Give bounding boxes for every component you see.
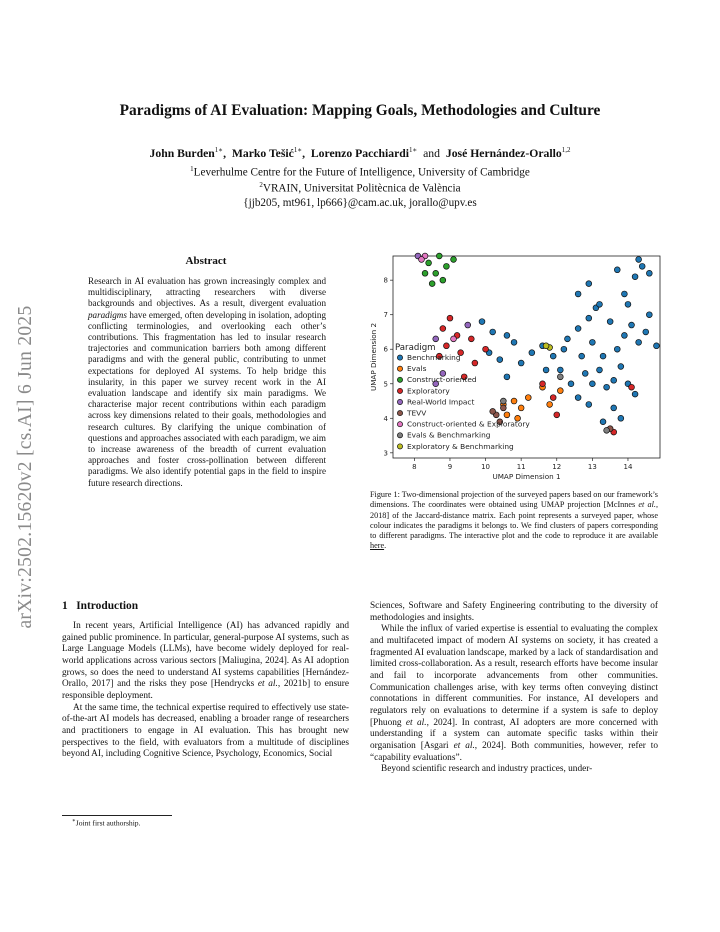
x-tick-label: 14 (623, 463, 633, 471)
data-point (614, 346, 620, 352)
legend-label: TEVV (407, 408, 427, 418)
data-point (518, 405, 524, 411)
data-point (540, 381, 546, 387)
data-point (440, 277, 446, 283)
data-point (518, 360, 524, 366)
data-point (483, 346, 489, 352)
legend-label: Evals & Benchmarking (407, 430, 491, 440)
y-tick-label: 4 (383, 414, 388, 423)
legend-title: Paradigm (395, 343, 436, 353)
legend-swatch (397, 355, 402, 360)
author-name: José Hernández-Orallo (445, 146, 562, 160)
data-point (589, 381, 595, 387)
legend-swatch (397, 388, 402, 393)
footnote-rule (62, 815, 172, 816)
data-point (447, 315, 453, 321)
legend-label: Evals (407, 364, 427, 374)
affiliation-2: $^2$VRAIN, Universitat Politècnica de València (259, 181, 461, 195)
data-point (436, 253, 442, 259)
x-axis-label: UMAP Dimension 1 (492, 472, 561, 481)
umap-scatter-figure (367, 252, 662, 484)
legend-swatch (397, 422, 402, 427)
paragraph: At the same time, the technical expertise required to effectively use state-of-the-art AI models has decreased, enabling a broader range of researchers and practitioners to engage in AI evaluation. This has brought new perspectives to the field, with evaluators from a multitude of disciplines beyond AI, including Cognitive Science, Psychology, Economics, Social (62, 702, 349, 760)
legend-swatch (397, 366, 402, 371)
data-point (561, 346, 567, 352)
paragraph: While the influx of varied expertise is essential to evaluating the complex and multifaceted impact of modern AI systems on society, it has created a fragmented AI evaluation landscape, marked by a lack of standardisation and limited cross-collaboration. As a result, research efforts have become insular and fail to incorporate advancements from other communities. Communication challenges arise, with key terms often conveying distinct connotations in different communities. For instance, AI developers and regulators rely on evaluations to determine if a system is safe to deploy [Phuong et al., 2024]. In contrast, AI adopters are more concerned with understanding if a system can automate specific tasks within their organisation [Asgari et al., 2024]. Both communities, however, refer to “capability evaluations”. (370, 624, 658, 763)
data-point (550, 395, 556, 401)
data-point (632, 391, 638, 397)
data-point (451, 257, 457, 263)
legend-label: Construct-oriented & Exploratory (407, 419, 530, 429)
data-point (618, 415, 624, 421)
data-point (575, 326, 581, 332)
data-point (582, 371, 588, 377)
paragraph: Sciences, Software and Safety Engineering contributing to the diversity of methodologies and insights. (370, 601, 658, 623)
y-tick-label: 7 (383, 311, 388, 320)
data-point (646, 312, 652, 318)
data-point (575, 291, 581, 297)
data-point (468, 336, 474, 342)
data-point (600, 353, 606, 359)
data-point (622, 291, 628, 297)
section-heading-introduction: 1 Introduction (62, 600, 139, 612)
author-emails[interactable]: {jjb205, mt961, lp666}@cam.ac.uk, jorallo@upv.es (243, 197, 477, 209)
paragraph: In recent years, Artificial Intelligence (AI) has advanced rapidly and gained public prominence. In particular, general-purpose AI systems, such as Large Language Models (LLMs), have become widely deployed for real-world applications across various sectors [Maliugina, 2024]. As AI adoption grows, so does the need to understand AI systems capabilities [Hernández-Orallo, 2017] and the risks they pose [Hendrycks et al., 2021b] to ensure responsible deployment. (62, 621, 349, 701)
data-point (636, 339, 642, 345)
data-point (504, 374, 510, 380)
data-point (557, 388, 563, 394)
figure-caption: Figure 1: Two-dimensional projection of the surveyed papers based on our framework’s dimensions. The coordinates were obtained using UMAP projection [McInnes et al., 2018] of the Jaccard-distance matrix. Each point represents a surveyed paper, whose colour indicates the paradigms it belongs to. We find clusters of papers corresponding to different paradigms. The interactive plot and the code to reproduce it are available here. (370, 490, 658, 551)
code-link[interactable]: here (370, 541, 385, 551)
paper-title: Paradigms of AI Evaluation: Mapping Goals, Methodologies and Culture (119, 102, 601, 119)
x-tick-label: 10 (481, 463, 491, 471)
y-tick-label: 6 (383, 345, 388, 354)
body-column-right (370, 601, 658, 776)
data-point (611, 405, 617, 411)
data-point (597, 367, 603, 373)
data-point (625, 301, 631, 307)
data-point (622, 333, 628, 339)
data-point (543, 343, 549, 349)
y-tick-label: 3 (383, 449, 388, 458)
abstract-heading: Abstract (185, 255, 227, 267)
data-point (490, 329, 496, 335)
data-point (600, 419, 606, 425)
data-point (629, 322, 635, 328)
data-point (554, 412, 560, 418)
data-point (479, 319, 485, 325)
data-point (557, 367, 563, 373)
data-point (586, 315, 592, 321)
data-point (565, 336, 571, 342)
data-point (586, 281, 592, 287)
data-point (639, 263, 645, 269)
body-column-left (62, 621, 349, 761)
legend-label: Exploratory (407, 386, 450, 396)
legend-label: Exploratory & Benchmarking (407, 441, 514, 451)
data-point (472, 360, 478, 366)
x-tick-label: 11 (516, 463, 526, 471)
data-point (614, 267, 620, 273)
data-point (465, 322, 471, 328)
author-name: Lorenzo Pacchiardi (310, 146, 410, 160)
author-name: John Burden (149, 146, 215, 160)
data-point (419, 257, 425, 263)
legend-label: Construct-oriented (407, 375, 477, 385)
y-tick-label: 5 (383, 380, 388, 389)
data-point (557, 374, 563, 380)
legend-swatch (397, 411, 402, 416)
x-tick-label: 12 (552, 463, 562, 471)
affiliation-1: $^1$Leverhulme Centre for the Future of Intelligence, University of Cambridge (190, 165, 530, 179)
data-point (429, 281, 435, 287)
data-point (646, 270, 652, 276)
data-point (604, 427, 610, 433)
data-point (654, 343, 660, 349)
x-tick-label: 9 (447, 463, 453, 471)
data-point (511, 339, 517, 345)
data-point (597, 301, 603, 307)
data-point (511, 398, 517, 404)
y-tick-label: 8 (383, 276, 388, 285)
data-point (504, 333, 510, 339)
data-point (604, 384, 610, 390)
arxiv-stamp[interactable]: arXiv:2502.15620v2 [cs.AI] 6 Jun 2025 (15, 305, 36, 629)
abstract-text: Research in AI evaluation has grown increasingly complex and multidisciplinary, attracting researchers with diverse backgrounds and objectives. As a result, divergent evaluation paradigms have emerged, often developing in isolation, adopting conflicting terminologies, and overlooking each other’s contributions. This fragmentation has led to insular research trajectories and communication barriers both among different paradigms and with the general public, contributing to unmet expectations for deployed AI systems. To help bridge this insularity, in this paper we survey recent work in the AI evaluation landscape and identify six main paradigms. We characterise major recent contributions within each paradigm across key dimensions related to their goals, methodologies and research cultures. By clarifying the unique combination of questions and approaches associated with each paradigm, we aim to increase awareness of the breadth of current evaluation approaches and foster cross-pollination between different paradigms. We also identify potential gaps in the field to inspire future research directions. (88, 276, 326, 488)
data-point (500, 398, 506, 404)
paragraph: Beyond scientific research and industry practices, under- (381, 764, 593, 775)
data-point (543, 367, 549, 373)
data-point (497, 357, 503, 363)
data-point (575, 395, 581, 401)
data-point (550, 353, 556, 359)
legend-swatch (397, 444, 402, 449)
data-point (422, 270, 428, 276)
data-point (440, 326, 446, 332)
x-tick-label: 13 (587, 463, 597, 471)
data-point (433, 336, 439, 342)
data-point (632, 274, 638, 280)
data-point (643, 329, 649, 335)
data-point (547, 402, 553, 408)
data-point (504, 412, 510, 418)
data-point (629, 384, 635, 390)
data-point (525, 395, 531, 401)
data-point (500, 405, 506, 411)
data-point (618, 364, 624, 370)
legend-swatch (397, 399, 402, 404)
data-point (586, 402, 592, 408)
legend-swatch (397, 433, 402, 438)
data-point (433, 270, 439, 276)
data-point (444, 343, 450, 349)
y-axis-label: UMAP Dimension 2 (369, 322, 378, 392)
data-point (426, 260, 432, 266)
data-point (444, 263, 450, 269)
data-point (568, 381, 574, 387)
data-point (451, 336, 457, 342)
author-list: John Burden$^{1∗}$, Marko Tešić$^{1∗}$, Lorenzo Pacchiardi$^{1∗}$ and José Hernández-Orallo$^{1,2}$ (149, 146, 571, 160)
data-point (589, 339, 595, 345)
data-point (636, 257, 642, 263)
data-point (490, 408, 496, 414)
legend-swatch (397, 377, 402, 382)
data-point (579, 353, 585, 359)
legend-label: Real-World Impact (407, 397, 475, 407)
legend-label: Benchmarking (407, 353, 461, 362)
data-point (529, 350, 535, 356)
x-tick-label: 8 (412, 463, 417, 471)
data-point (611, 377, 617, 383)
author-name: Marko Tešić (231, 146, 294, 160)
data-point (607, 319, 613, 325)
footnote: ∗Joint first authorship. (72, 818, 141, 828)
